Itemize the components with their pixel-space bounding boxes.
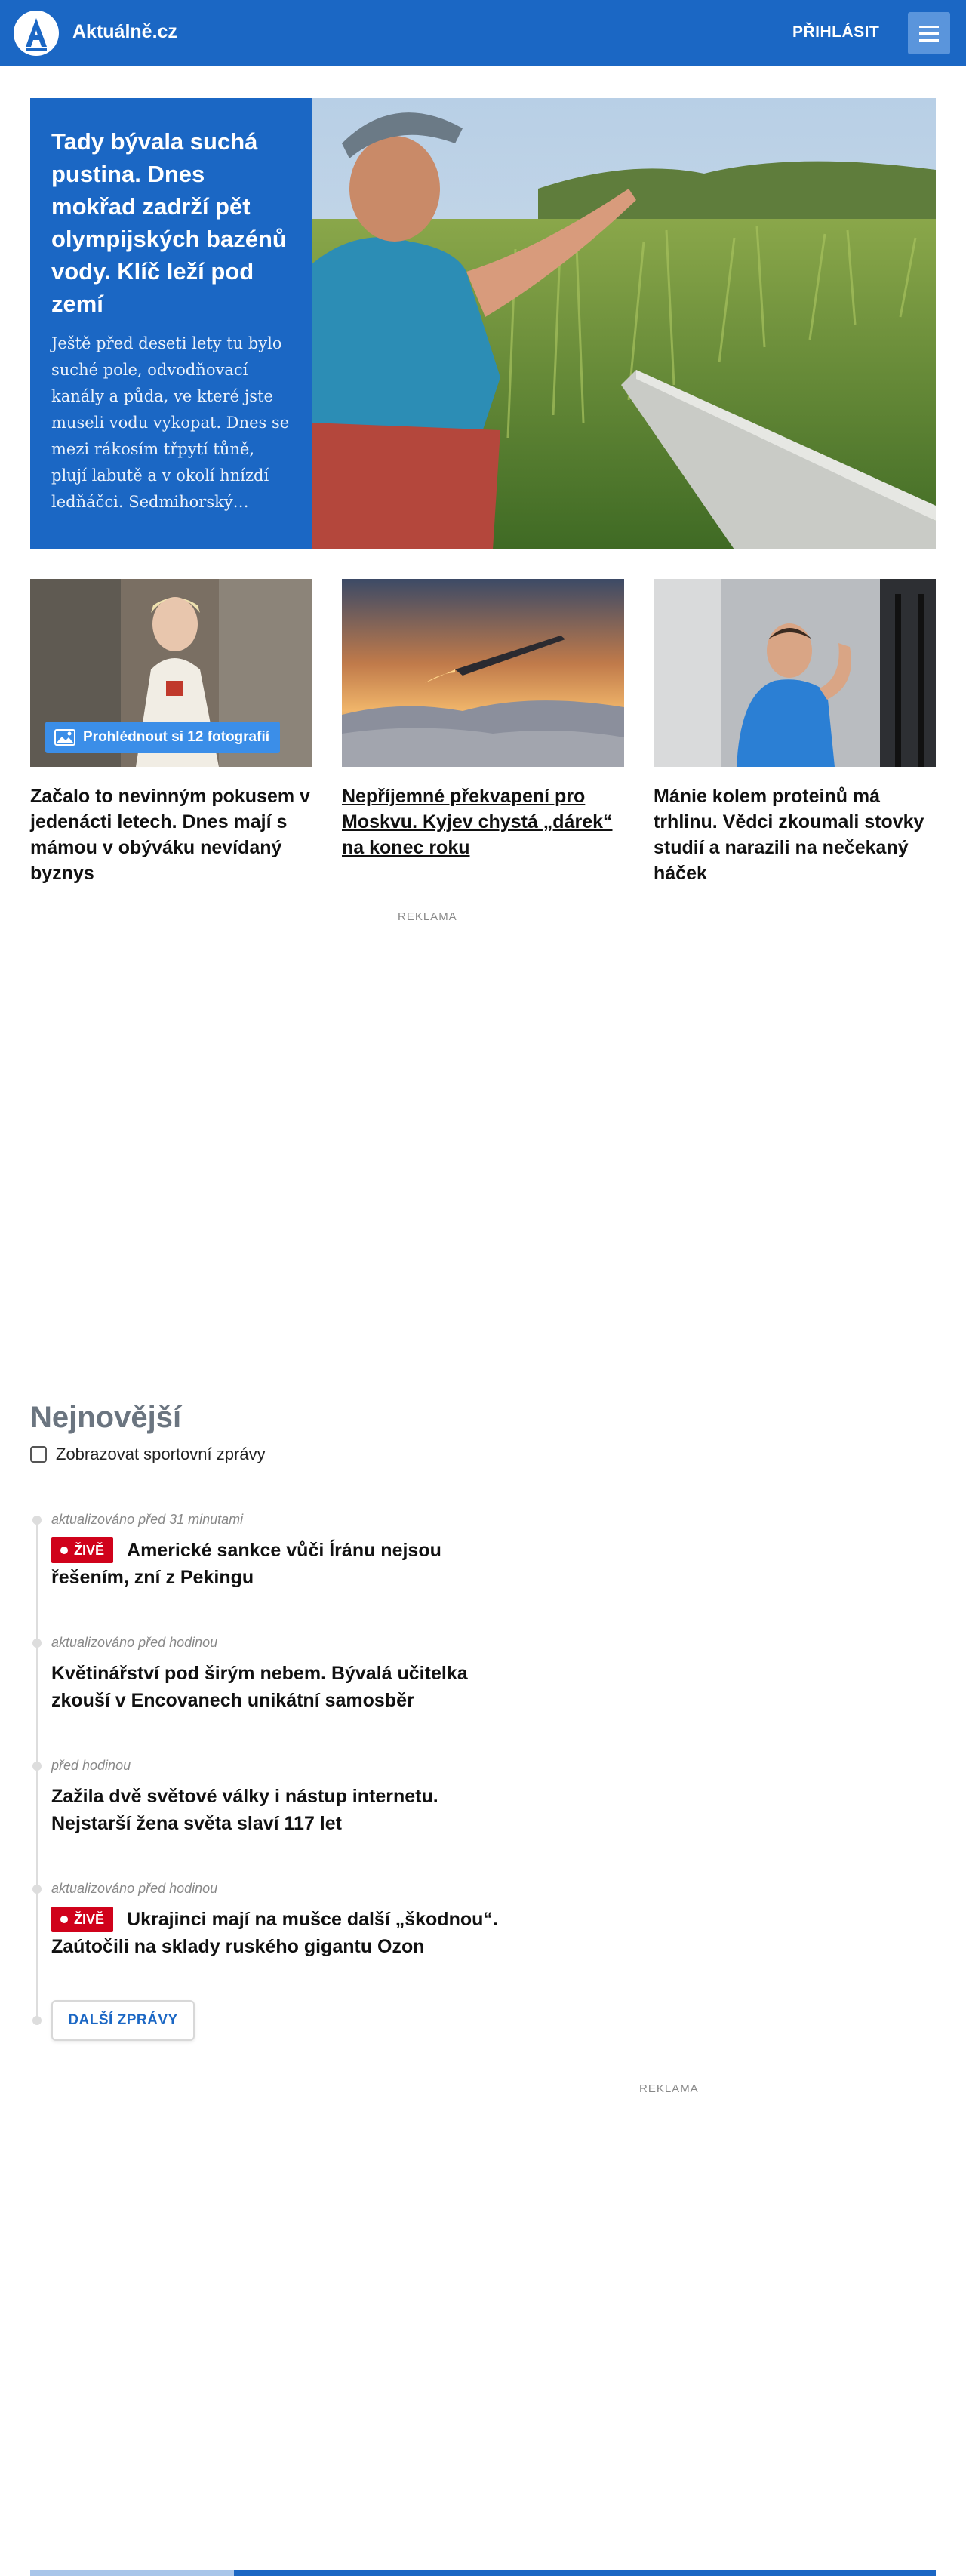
news-list-item[interactable] bbox=[51, 1635, 504, 1714]
hero-article[interactable] bbox=[30, 98, 936, 549]
card-title[interactable]: Začalo to nevinným pokusem v jedenácti letech. Dnes mají s mámou v obýváku nevídaný byznys bbox=[30, 786, 310, 884]
news-title[interactable]: ŽIVĚ Americké sankce vůči Íránu nejsou řešením, zní z Pekingu bbox=[51, 1537, 504, 1591]
login-link[interactable]: PŘIHLÁSIT bbox=[792, 23, 880, 41]
news-title[interactable]: ŽIVĚ Ukrajinci mají na mušce další „škodnou“. Zaútočili na sklady ruského gigantu Ozon bbox=[51, 1906, 504, 1960]
hamburger-menu-button[interactable] bbox=[908, 12, 950, 54]
news-timestamp: aktualizováno před 31 minutami bbox=[51, 1512, 244, 1527]
timeline-dot bbox=[32, 1516, 42, 1525]
logo-a-icon bbox=[14, 11, 59, 56]
more-news-button[interactable]: DALŠÍ ZPRÁVY bbox=[51, 2000, 195, 2041]
card-image[interactable] bbox=[30, 579, 312, 767]
article-card[interactable] bbox=[654, 579, 936, 886]
article-card[interactable] bbox=[342, 579, 624, 860]
hero-text-panel bbox=[30, 98, 312, 549]
live-badge: ŽIVĚ bbox=[51, 1537, 113, 1563]
section-bar bbox=[234, 2570, 936, 2576]
card-image[interactable] bbox=[654, 579, 936, 767]
sport-news-checkbox[interactable] bbox=[30, 1446, 47, 1463]
ad-label: REKLAMA bbox=[639, 2082, 699, 2095]
timeline-dot bbox=[32, 1885, 42, 1894]
news-timestamp: před hodinou bbox=[51, 1758, 131, 1773]
image-icon bbox=[54, 729, 75, 746]
card-image[interactable] bbox=[342, 579, 624, 767]
timeline-dot bbox=[32, 1639, 42, 1648]
site-header bbox=[0, 0, 966, 66]
news-title[interactable]: Zažila dvě světové války i nástup internetu. Nejstarší žena světa slaví 117 let bbox=[51, 1786, 438, 1834]
ad-label: REKLAMA bbox=[398, 910, 457, 923]
card-title[interactable]: Mánie kolem proteinů má trhlinu. Vědci zkoumali stovky studií a narazili na nečekaný háček bbox=[654, 786, 924, 884]
photo-badge-label: Prohlédnout si 12 fotografií bbox=[83, 729, 270, 745]
news-list-item[interactable] bbox=[51, 1758, 504, 1837]
ad-slot bbox=[30, 928, 936, 1351]
article-card[interactable] bbox=[30, 579, 312, 886]
news-timestamp: aktualizováno před hodinou bbox=[51, 1635, 218, 1650]
news-timestamp: aktualizováno před hodinou bbox=[51, 1881, 218, 1896]
live-badge: ŽIVĚ bbox=[51, 1907, 113, 1932]
timeline-dot bbox=[32, 2016, 42, 2025]
sport-news-label[interactable]: Zobrazovat sportovní zprávy bbox=[56, 1445, 266, 1463]
sport-news-toggle[interactable] bbox=[30, 1445, 266, 1464]
latest-news-heading: Nejnovější bbox=[30, 1401, 182, 1434]
site-logo[interactable] bbox=[14, 11, 59, 56]
hero-perex: Ještě před deseti lety tu bylo suché pole, odvodňovací kanály a půda, ve které jste museli vodu vykopat. Dnes se mezi rákosím třpytí tůně, plují labutě a v okolí hnízdí ledňáčci. Sedmihorský… bbox=[51, 334, 290, 511]
brand-name[interactable]: Aktuálně.cz bbox=[72, 21, 177, 42]
hero-image[interactable] bbox=[312, 98, 936, 549]
ad-slot bbox=[513, 2102, 936, 2547]
news-title[interactable]: Květinářství pod širým nebem. Bývalá učitelka zkouší v Encovanech unikátní samosběr bbox=[51, 1663, 468, 1711]
news-list-item[interactable] bbox=[51, 1512, 504, 1591]
live-dot-icon bbox=[60, 1547, 68, 1554]
photo-gallery-badge[interactable] bbox=[45, 722, 280, 753]
timeline-dot bbox=[32, 1762, 42, 1771]
news-list-item[interactable] bbox=[51, 1881, 504, 1960]
hamburger-icon bbox=[919, 26, 939, 28]
section-bar-accent bbox=[30, 2570, 234, 2576]
card-title[interactable]: Nepříjemné překvapení pro Moskvu. Kyjev chystá „dárek“ na konec roku bbox=[342, 786, 613, 858]
live-dot-icon bbox=[60, 1916, 68, 1923]
hero-title[interactable]: Tady bývala suchá pustina. Dnes mokřad zadrží pět olympijských bazénů vody. Klíč leží pod zemí bbox=[51, 128, 287, 317]
